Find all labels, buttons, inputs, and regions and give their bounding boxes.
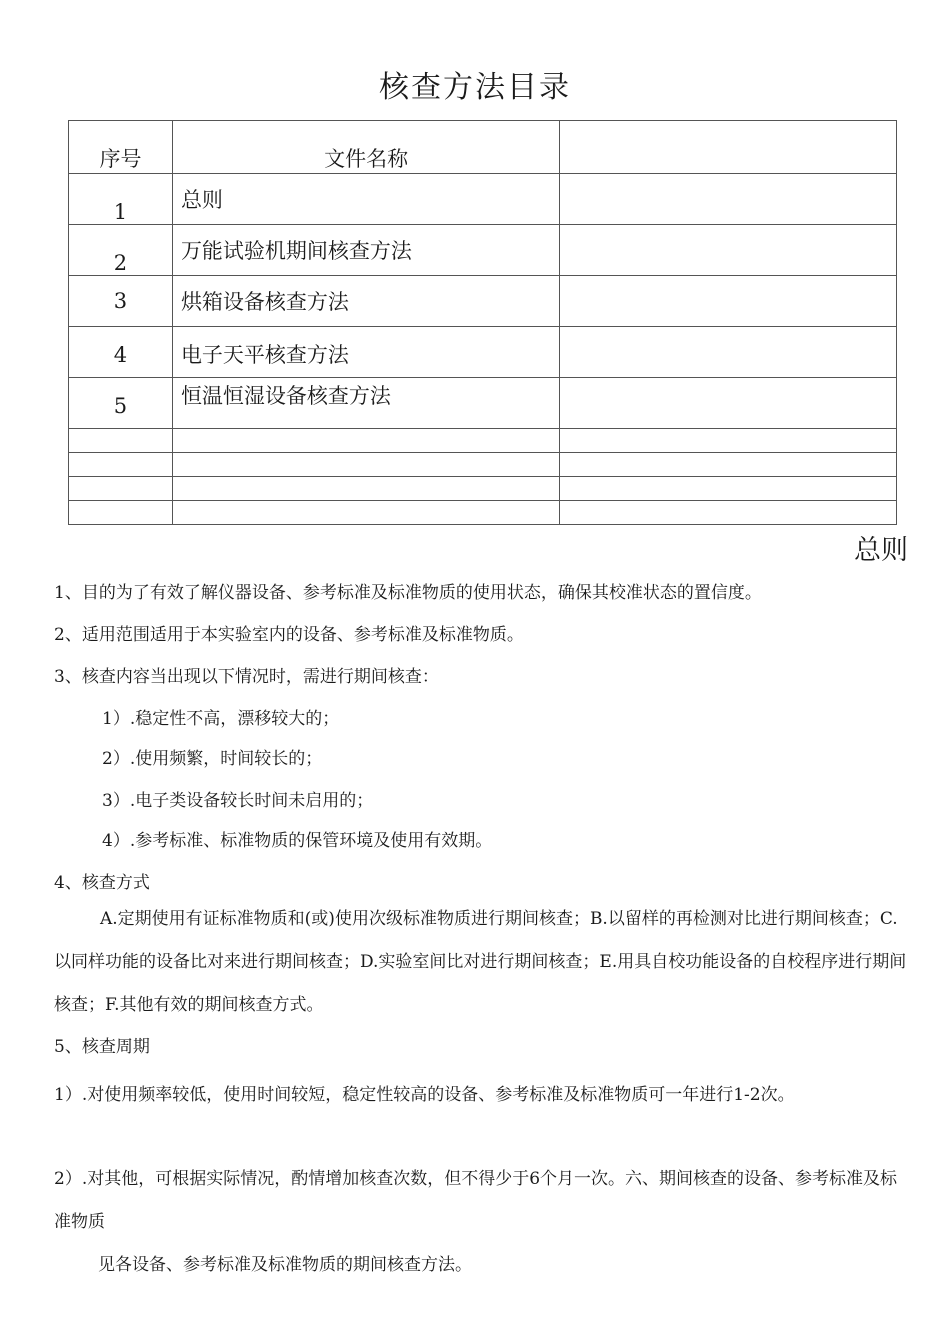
toc-table xyxy=(68,120,897,525)
row-empty xyxy=(560,327,897,378)
method-body-text: A.定期使用有证标准物质和(或)使用次级标准物质进行期间核查；B.以留样的再检测对比进行期间核查；C.以同样功能的设备比对来进行期间核查；D.实验室间比对进行期间核查；E.用具自校功能设备的自校程序进行期间核查；F.其他有效的期间核查方式。 xyxy=(54,909,907,1015)
list-item: 1）.稳定性不高，漂移较大的； xyxy=(102,709,340,729)
row-empty xyxy=(560,174,897,225)
row-no: 1 xyxy=(69,174,173,225)
table-row xyxy=(69,225,897,276)
table-row-empty xyxy=(69,453,897,477)
table-row xyxy=(69,174,897,225)
paragraph-see-methods: 见各设备、参考标准及标准物质的期间核查方法。 xyxy=(98,1255,472,1275)
paragraph-scope: 2、适用范围适用于本实验室内的设备、参考标准及标准物质。 xyxy=(54,625,524,645)
table-header-row xyxy=(69,121,897,174)
header-no xyxy=(69,121,173,174)
row-empty xyxy=(560,378,897,429)
header-name-label: 文件名称 xyxy=(324,147,409,171)
row-name: 电子天平核查方法 xyxy=(172,327,559,378)
row-name: 恒温恒湿设备核查方法 xyxy=(172,378,559,429)
document-title: 核查方法目录 xyxy=(379,70,571,105)
table-row-empty xyxy=(69,429,897,453)
paragraph-method-heading: 4、核查方式 xyxy=(54,873,150,893)
paragraph-method-body xyxy=(54,898,910,1027)
row-no: 5 xyxy=(69,378,173,429)
table-row xyxy=(69,276,897,327)
paragraph-period-1: 1）.对使用频率较低，使用时间较短，稳定性较高的设备、参考标准及标准物质可一年进行1-2次。 xyxy=(54,1085,795,1105)
row-empty xyxy=(560,276,897,327)
row-no: 4 xyxy=(69,327,173,378)
paragraph-purpose: 1、目的为了有效了解仪器设备、参考标准及标准物质的使用状态，确保其校准状态的置信度。 xyxy=(54,583,762,603)
paragraph-content: 3、核查内容当出现以下情况时，需进行期间核查： xyxy=(54,667,439,687)
list-item: 3）.电子类设备较长时间未启用的； xyxy=(102,791,374,811)
row-name: 总则 xyxy=(172,174,559,225)
row-no: 2 xyxy=(69,225,173,276)
row-name: 烘箱设备核查方法 xyxy=(172,276,559,327)
list-item: 2）.使用频繁，时间较长的； xyxy=(102,749,323,769)
header-no-label: 序号 xyxy=(99,147,142,171)
paragraph-period-2: 2）.对其他，可根据实际情况，酌情增加核查次数，但不得少于6个月一次。六、期间核查的设备、参考标准及标准物质 xyxy=(54,1169,898,1232)
table-row-empty xyxy=(69,477,897,501)
table-row-empty xyxy=(69,501,897,525)
paragraph-period-heading: 5、核查周期 xyxy=(54,1037,150,1057)
header-name xyxy=(172,121,559,174)
row-name: 万能试验机期间核查方法 xyxy=(172,225,559,276)
row-empty xyxy=(560,225,897,276)
section-title: 总则 xyxy=(854,535,908,566)
list-item: 4）.参考标准、标准物质的保管环境及使用有效期。 xyxy=(102,831,493,851)
header-empty xyxy=(560,121,897,174)
row-no: 3 xyxy=(69,276,173,327)
table-row xyxy=(69,327,897,378)
table-row xyxy=(69,378,897,429)
